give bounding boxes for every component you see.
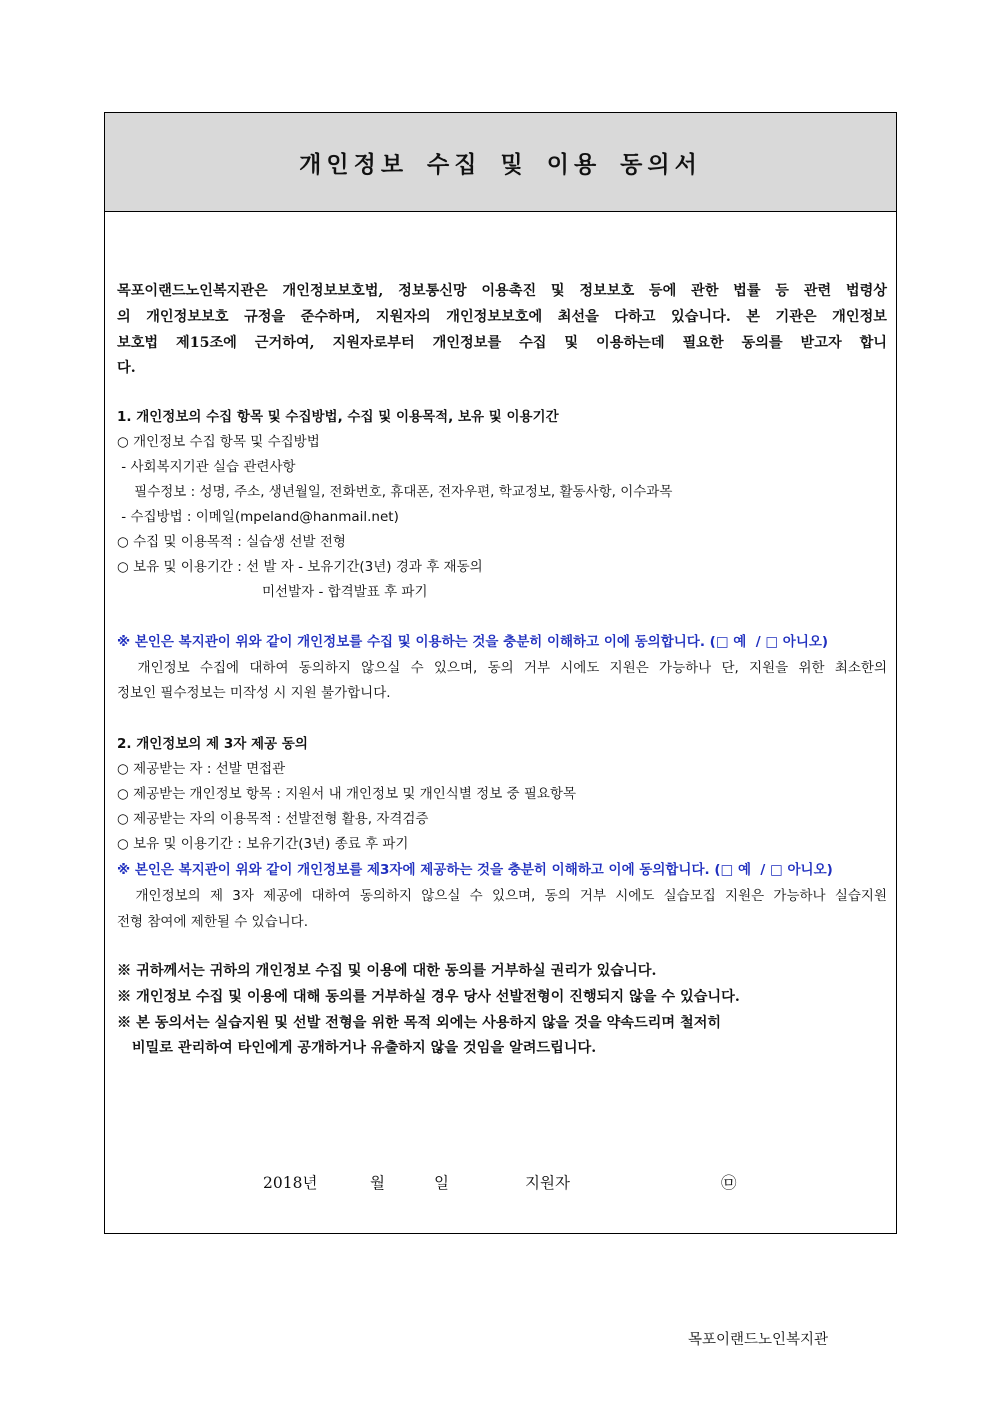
footer-organization: 목포이랜드노인복지관 [688, 1332, 829, 1348]
section2-consent-statement: ※ 본인은 복지관이 위와 같이 개인정보를 제3자에 제공하는 것을 충분히 이해하고 이에 동의합니다. (□ 예 / □ 아니오) [117, 862, 833, 878]
section1-item: - 사회복지기관 실습 관련사항 [117, 459, 296, 475]
section2-item: ○ 보유 및 이용기간 : 보유기간(3년) 종료 후 파기 [117, 836, 409, 852]
rights-notice: 비밀로 관리하여 타인에게 공개하거나 유출하지 않을 것임을 알려드립니다. [117, 1040, 597, 1056]
section1-item: - 수집방법 : 이메일(mpeland@hanmail.net) [117, 509, 399, 525]
rights-notice: ※ 본 동의서는 실습지원 및 선발 전형을 위한 목적 외에는 사용하지 않을 것을 약속드리며 철저히 [117, 1015, 722, 1031]
section1-note-line: 정보인 필수정보는 미작성 시 지원 불가합니다. [117, 685, 391, 701]
consent-form-box [104, 112, 897, 1234]
signature-month: 월 [370, 1174, 385, 1192]
seal-mark[interactable]: ㉤ [721, 1174, 737, 1192]
section2-item: ○ 제공받는 개인정보 항목 : 지원서 내 개인정보 및 개인식별 정보 중 필요항목 [117, 786, 577, 802]
form-title: 개인정보 수집 및 이용 동의서 [299, 150, 702, 178]
section1-item: 미선발자 - 합격발표 후 파기 [262, 584, 428, 600]
section2-item: ○ 제공받는 자의 이용목적 : 선발전형 활용, 자격검증 [117, 811, 429, 827]
section1-item: ○ 보유 및 이용기간 : 선 발 자 - 보유기간(3년) 경과 후 재동의 [117, 559, 483, 575]
section2-note-line: 개인정보의 제 3자 제공에 대하여 동의하지 않으실 수 있으며, 동의 거부 시에도 실습모집 지원은 가능하나 실습지원 [117, 888, 887, 904]
signature-day: 일 [434, 1174, 449, 1192]
section1-item: ○ 개인정보 수집 항목 및 수집방법 [117, 434, 320, 450]
intro-line-1: 목포이랜드노인복지관은 개인정보보호법, 정보통신망 이용촉진 및 정보보호 등에 관한 법률 등 관련 법령상 [117, 283, 887, 299]
signature-applicant-label: 지원자 [525, 1174, 570, 1192]
section1-item: ○ 수집 및 이용목적 : 실습생 선발 전형 [117, 534, 346, 550]
rights-notice: ※ 귀하께서는 귀하의 개인정보 수집 및 이용에 대한 동의를 거부하실 권리가 있습니다. [117, 963, 657, 979]
section1-consent-statement: ※ 본인은 복지관이 위와 같이 개인정보를 수집 및 이용하는 것을 충분히 이해하고 이에 동의합니다. (□ 예 / □ 아니오) [117, 634, 829, 650]
title-bar [105, 113, 896, 212]
signature-year: 2018년 [263, 1174, 318, 1192]
section2-note-line: 전형 참여에 제한될 수 있습니다. [117, 914, 308, 930]
intro-line-4: 다. [117, 360, 136, 376]
intro-line-2: 의 개인정보보호 규정을 준수하며, 지원자의 개인정보보호에 최선을 다하고 있습니다. 본 기관은 개인정보 [117, 309, 887, 325]
section1-note-line: 개인정보 수집에 대하여 동의하지 않으실 수 있으며, 동의 거부 시에도 지원은 가능하나 단, 지원을 위한 최소한의 [117, 660, 887, 676]
intro-line-3: 보호법 제15조에 근거하여, 지원자로부터 개인정보를 수집 및 이용하는데 필요한 동의를 받고자 합니 [117, 335, 887, 351]
section1-heading: 1. 개인정보의 수집 항목 및 수집방법, 수집 및 이용목적, 보유 및 이용기간 [117, 409, 559, 425]
section2-item: ○ 제공받는 자 : 선발 면접관 [117, 761, 286, 777]
rights-notice: ※ 개인정보 수집 및 이용에 대해 동의를 거부하실 경우 당사 선발전형이 진행되지 않을 수 있습니다. [117, 989, 740, 1005]
section2-heading: 2. 개인정보의 제 3자 제공 동의 [117, 736, 308, 752]
section1-item: 필수정보 : 성명, 주소, 생년월일, 전화번호, 휴대폰, 전자우편, 학교정보, 활동사항, 이수과목 [117, 484, 673, 500]
